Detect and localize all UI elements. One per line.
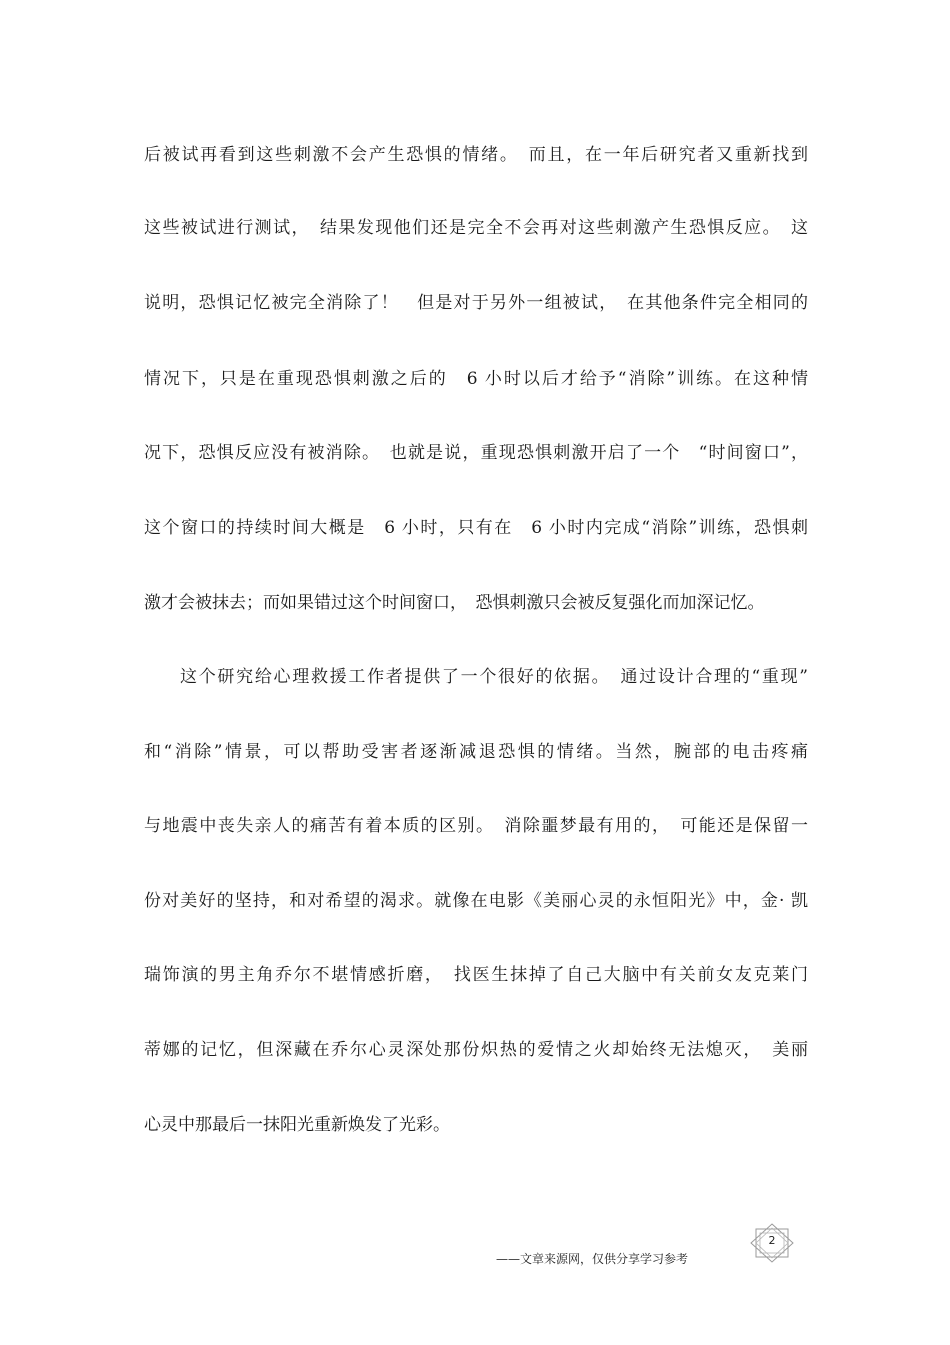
body-line: 瑞饰演的男主角乔尔不堪情感折磨， 找医生抹掉了自己大脑中有关前女友克莱门 bbox=[144, 965, 808, 985]
body-line: 激才会被抹去；而如果错过这个时间窗口， 恐惧刺激只会被反复强化而加深记忆。 bbox=[144, 593, 765, 613]
body-line: 这些被试进行测试， 结果发现他们还是完全不会再对这些刺激产生恐惧反应。 这 bbox=[144, 218, 808, 238]
body-line: 与地震中丧失亲人的痛苦有着本质的区别。 消除噩梦最有用的， 可能还是保留一 bbox=[144, 816, 808, 836]
page-number: 2 bbox=[768, 1234, 776, 1247]
body-line: 后被试再看到这些刺激不会产生恐惧的情绪。 而且，在一年后研究者又重新找到 bbox=[144, 145, 808, 165]
footer-source-note: ——文章来源网，仅供分享学习参考 bbox=[496, 1252, 689, 1266]
body-line: 说明，恐惧记忆被完全消除了！ 但是对于另外一组被试， 在其他条件完全相同的 bbox=[144, 293, 808, 313]
body-line: 况下，恐惧反应没有被消除。 也就是说，重现恐惧刺激开启了一个 “时间窗口”， bbox=[144, 443, 808, 463]
body-line: 心灵中那最后一抹阳光重新焕发了光彩。 bbox=[144, 1115, 450, 1135]
page-number-badge bbox=[749, 1223, 795, 1263]
body-line: 情况下，只是在重现恐惧刺激之后的 6 小时以后才给予“消除”训练。在这种情 bbox=[144, 369, 808, 389]
body-line: 这个窗口的持续时间大概是 6 小时，只有在 6 小时内完成“消除”训练，恐惧刺 bbox=[144, 518, 808, 538]
body-line: 这个研究给心理救援工作者提供了一个很好的依据。 通过设计合理的“重现” bbox=[180, 667, 808, 687]
body-line: 和“消除”情景，可以帮助受害者逐渐减退恐惧的情绪。当然，腕部的电击疼痛 bbox=[144, 742, 808, 762]
body-line: 蒂娜的记忆，但深藏在乔尔心灵深处那份炽热的爱情之火却始终无法熄灭， 美丽 bbox=[144, 1040, 808, 1060]
body-line: 份对美好的坚持，和对希望的渴求。就像在电影《美丽心灵的永恒阳光》中，金· 凯 bbox=[144, 891, 808, 911]
